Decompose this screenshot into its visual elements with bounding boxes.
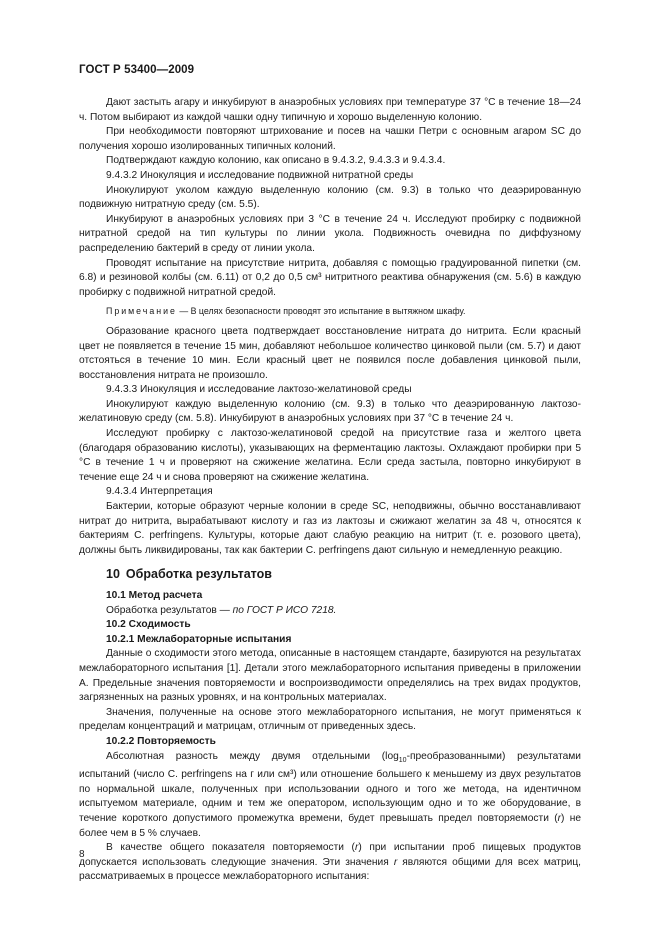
paragraph: Инокулируют каждую выделенную колонию (см. 9.3) в только что деаэрированную лактозо-желатиновую среду (см. 5.8). Инкубируют в анаэробных условиях при 37 °С в течение 24 ч.	[79, 398, 581, 425]
text-run: -преобразованными) результатами испытаний (число С. perfringens на г или см³) или отношение большего к меньшему из двух результатов по нормальной шкале, полученных при использовании одного и того же метода, на идентичном испытуемом материале, одним и тем же оператором, использующим одно и то же оборудование, в течение короткого допустимого промежутка времени, будет превышать предел повторяемости (	[79, 750, 581, 824]
section-heading-10	[79, 567, 581, 582]
section-heading-10-2-2: 10.2.2 Повторяемость	[106, 735, 216, 747]
subscript: 10	[398, 756, 407, 764]
paragraph: Дают застыть агару и инкубируют в анаэробных условиях при температуре 37 °С в течение 18—24 ч. Потом выбирают из каждой чашки одну типичную и хорошо выделенную колонию.	[79, 97, 581, 123]
paragraph: Проводят испытание на присутствие нитрита, добавляя с помощью градуированной пипетки (см. 6.8) и резиновой колбы (см. 6.11) от 0,2 до 0,5 см³ нитритного реактива обнаружения (см. 5.6) в каждую пробирку с подвижной нитратной средой.	[79, 257, 581, 298]
paragraph	[79, 841, 581, 885]
symbol-r: r	[557, 812, 561, 824]
standard-reference: по ГОСТ Р ИСО 7218.	[232, 604, 337, 616]
text-run: ) не более чем в 5 % случаев.	[79, 812, 581, 839]
note-label: Примечание	[106, 306, 177, 317]
section-heading-9-4-3-3: 9.4.3.3 Инокуляция и исследование лактозо-желатиновой среды	[106, 384, 412, 396]
section-title: Обработка результатов	[125, 567, 272, 582]
paragraph: Данные о сходимости этого метода, описанные в настоящем стандарте, базируются на результатах межлабораторного испытания [1]. Детали этого межлабораторного испытания приведены в приложении А. Предельные значения повторяемости и воспроизводимости определялись на трех видах продуктов, загрязненных на разных уровнях, и на контрольных материалах.	[79, 648, 581, 704]
text-run: В качестве общего показателя повторяемости (	[106, 842, 355, 854]
document-header: ГОСТ Р 53400—2009	[79, 64, 195, 76]
paragraph: Бактерии, которые образуют черные колонии в среде SC, неподвижны, обычно восстанавливают нитрат до нитрита, вырабатывают кислоту и газ из лактозы и сжижают желатин за 48 ч, относятся к бактериям С. perfringens. Культуры, которые дают слабую реакцию на нитрит (т. е. розового цвета), должны быть ликвидированы, так как бактерии С. perfringens дают сильную и немедленную реакцию.	[79, 501, 581, 556]
text-run: ) при испытании проб пищевых продуктов допускается использовать следующие значения. Эти значения	[79, 842, 581, 868]
paragraph: Значения, полученные на основе этого межлабораторного испытания, не могут применяться к пределам концентраций и матрицам, отличным от приведенных здесь.	[79, 706, 581, 733]
document-body	[79, 96, 581, 885]
paragraph: Инкубируют в анаэробных условиях при 3 °С в течение 24 ч. Исследуют пробирку с подвижной нитратной средой на тип культуры по линии укола. Подвижность очевидна по диффузному распределению бактерий в среду от линии укола.	[79, 213, 581, 254]
paragraph: Инокулируют уколом каждую выделенную колонию (см. 9.3) в только что деаэрированную подвижную нитратную среду (см. 5.5).	[79, 184, 581, 211]
paragraph	[79, 750, 581, 842]
paragraph: При необходимости повторяют штрихование и посев на чашки Петри с основным агаром SC до получения хорошо изолированных типичных колоний.	[79, 126, 581, 152]
section-number: 10	[106, 567, 120, 582]
section-heading-10-2-1: 10.2.1 Межлабораторные испытания	[106, 633, 292, 645]
symbol-r: r	[393, 856, 398, 868]
section-heading-9-4-3-2: 9.4.3.2 Инокуляция и исследование подвижной нитратной среды	[106, 169, 414, 181]
paragraph: Подтверждают каждую колонию, как описано в 9.4.3.2, 9.4.3.3 и 9.4.3.4.	[106, 155, 446, 167]
section-heading-10-1: 10.1 Метод расчета	[106, 590, 203, 601]
section-heading-9-4-3-4: 9.4.3.4 Интерпретация	[106, 486, 213, 498]
text-run: Абсолютная разность между двумя отдельными (log	[106, 750, 399, 762]
section-heading-10-2: 10.2 Сходимость	[106, 619, 191, 631]
paragraph	[79, 604, 581, 619]
page-number: 8	[79, 849, 85, 860]
note-text: — В целях безопасности проводят это испытание в вытяжном шкафу.	[179, 306, 466, 317]
symbol-r: r	[354, 842, 359, 854]
text-prefix: Обработка результатов —	[106, 604, 233, 616]
paragraph: Исследуют пробирку с лактозо-желатиновой средой на присутствие газа и желтого цвета (благодаря образованию кислоты), указывающих на ферментацию лактозы. Охлаждают пробирки при 5 °С в течение 1 ч и проверяют на сжижение желатина. Если среда застыла, повторно инкубируют в течение еще 24 ч и снова проверяют на сжижение желатина.	[79, 428, 581, 483]
paragraph: Образование красного цвета подтверждает восстановление нитрата до нитрита. Если красный цвет не появляется в течение 15 мин, добавляют небольшое количество цинковой пыли (см. 5.7) и дают отстояться в течение 10 мин. Если красный цвет не появился после добавления цинковой пыли, восстановления нитрата не произошло.	[79, 325, 581, 381]
note	[79, 304, 581, 319]
text-run: являются общими для всех матриц, рассматриваемых в процессе межлабораторного испытания:	[79, 856, 581, 883]
